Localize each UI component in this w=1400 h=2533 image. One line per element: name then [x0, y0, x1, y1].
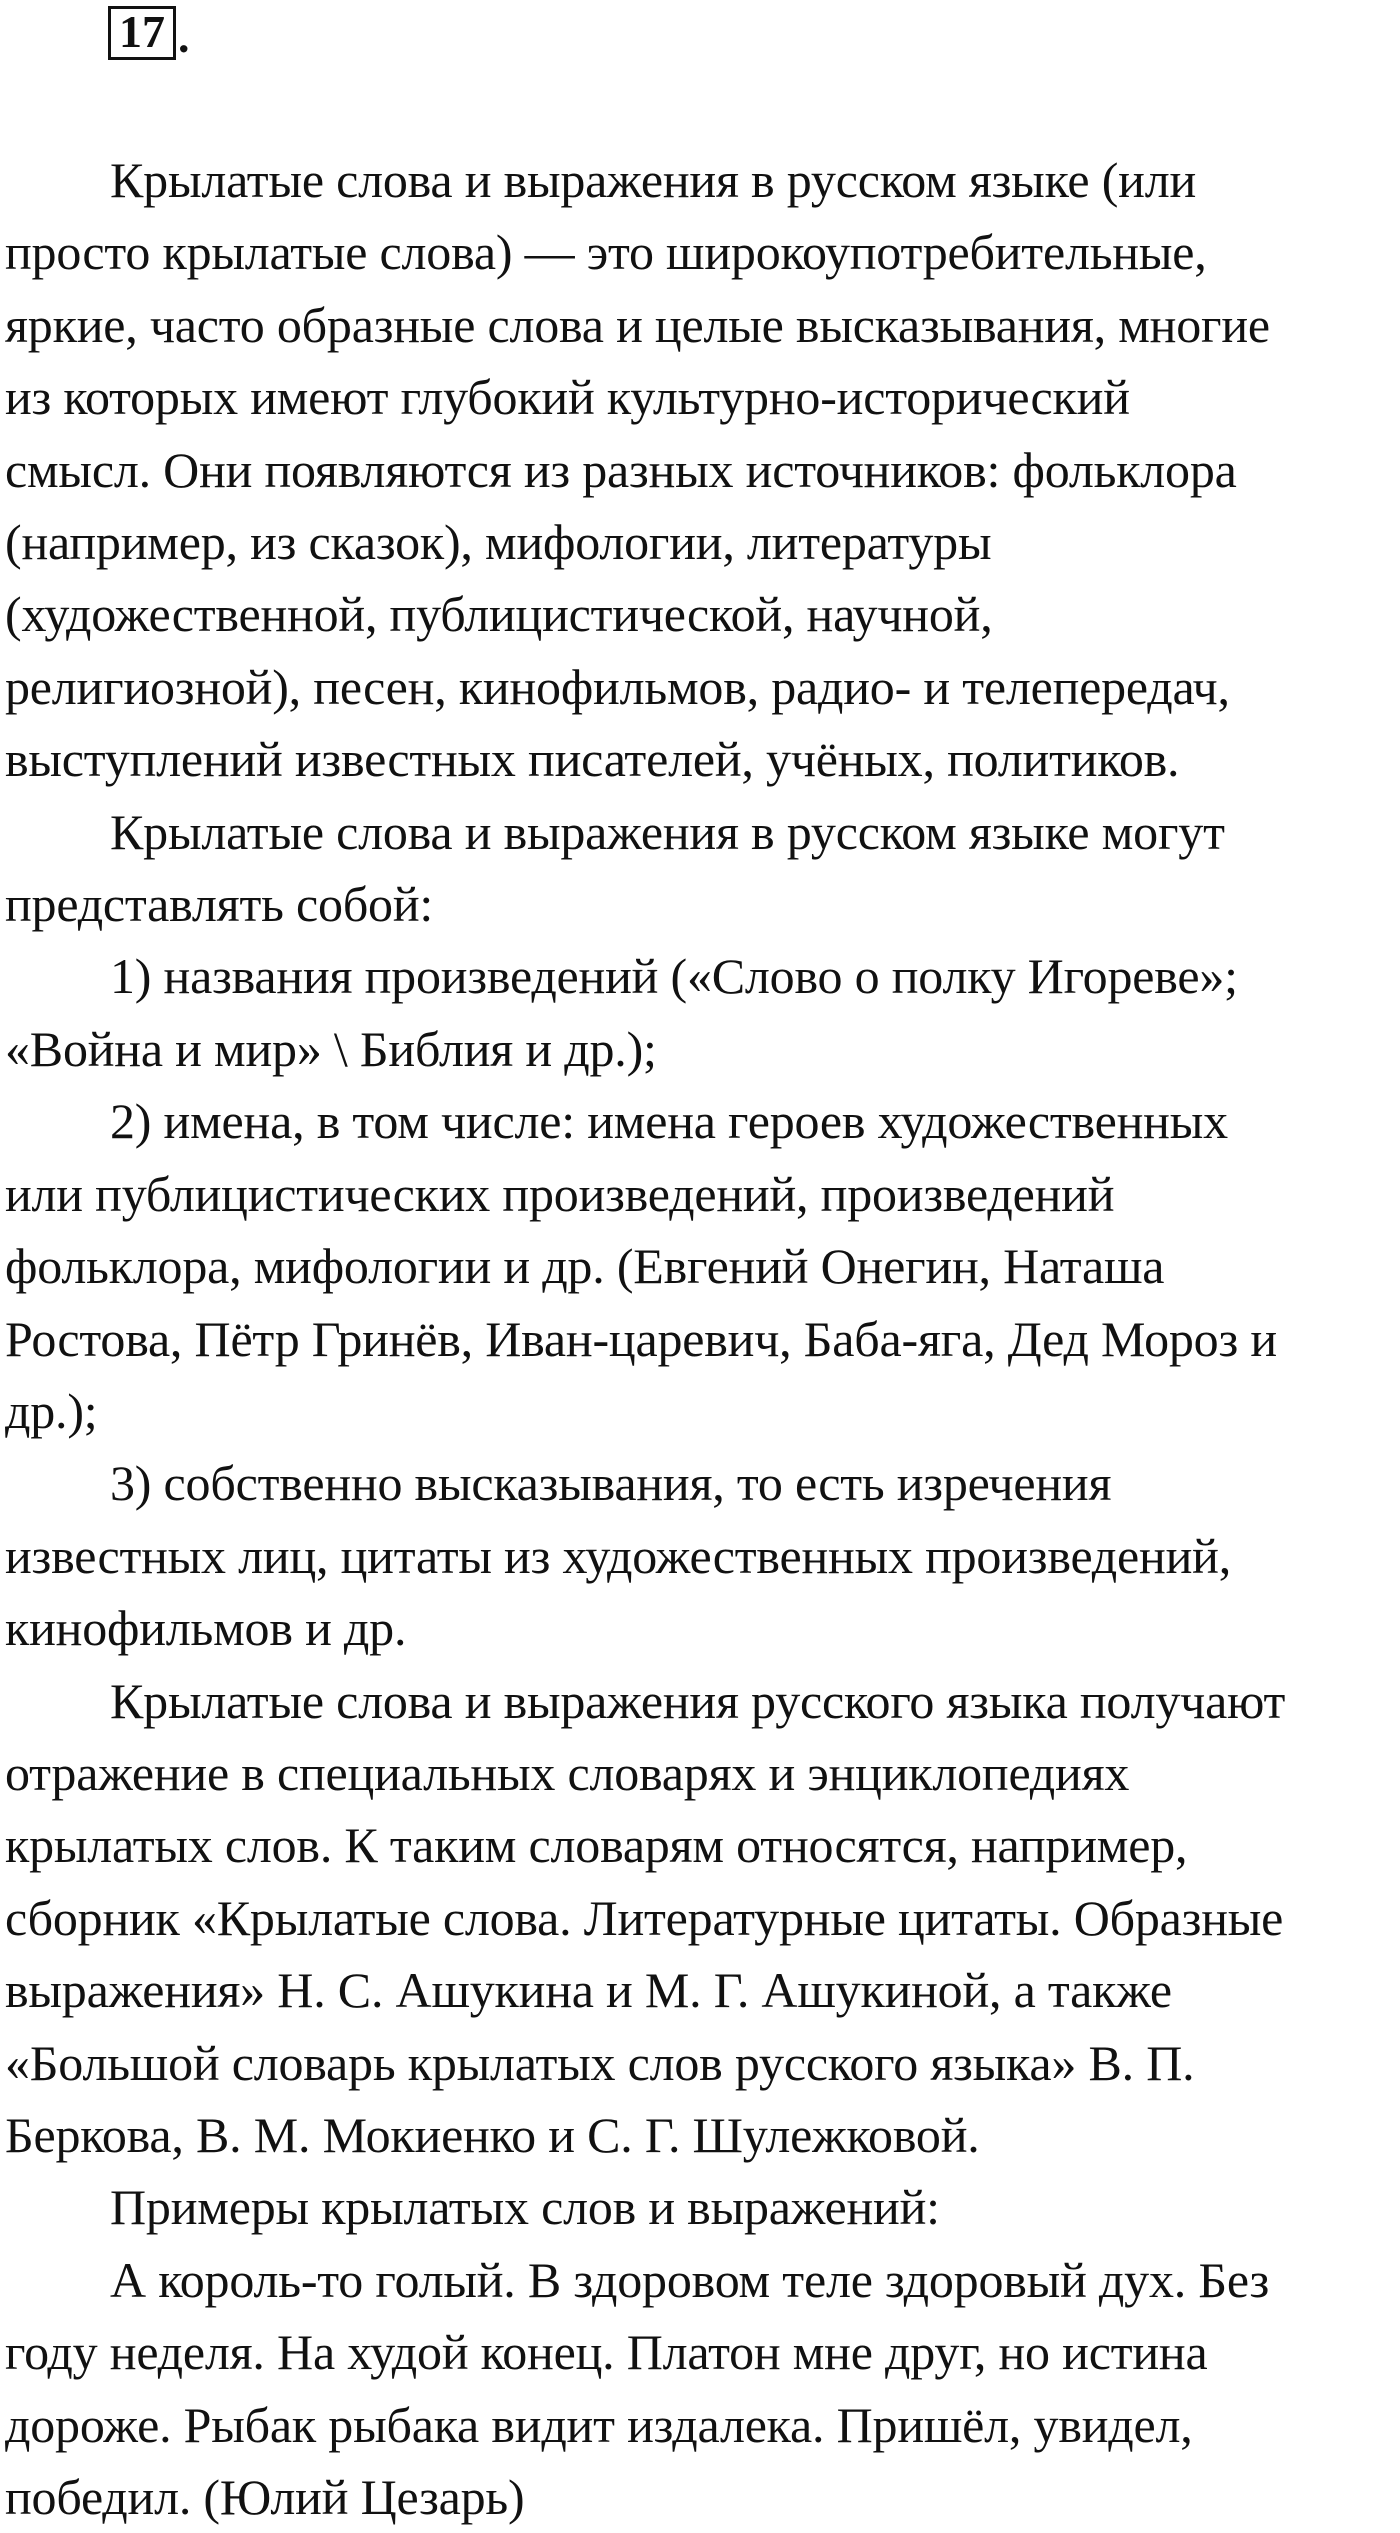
text-line: году неделя. На худой конец. Платон мне друг, но истина [5, 2324, 1208, 2381]
text-line: Беркова, В. М. Мокиенко и С. Г. Шулежковой. [5, 2106, 980, 2163]
list-item-3 [5, 1447, 1400, 1664]
text-line: А король-то голый. В здоровом теле здоровый дух. Без [110, 2251, 1270, 2308]
text-line: отражение в специальных словарях и энциклопедиях [5, 1744, 1130, 1801]
text-line: др.); [5, 1382, 98, 1439]
text-line: дороже. Рыбак рыбака видит издалека. Пришёл, увидел, [5, 2396, 1193, 2453]
paragraph-2 [5, 796, 1400, 941]
text-line: Крылатые слова и выражения русского языка получают [110, 1672, 1286, 1729]
text-line: известных лиц, цитаты из художественных произведений, [5, 1527, 1231, 1584]
text-line: Крылатые слова и выражения в русском языке (или [110, 152, 1197, 208]
list-item-1 [5, 940, 1400, 1085]
text-line: Ростова, Пётр Гринёв, Иван-царевич, Баба-яга, Дед Мороз и [5, 1310, 1277, 1367]
paragraph-1 [5, 144, 1400, 796]
task-number-dot: . [178, 11, 190, 62]
paragraph-examples [5, 2244, 1400, 2533]
text-line: фольклора, мифологии и др. (Евгений Онегин, Наташа [5, 1238, 1165, 1295]
text-line: (например, из сказок), мифологии, литературы [5, 514, 992, 571]
text-line: из которых имеют глубокий культурно-исторический [5, 369, 1130, 426]
text-line: Примеры крылатых слов и выражений: [110, 2179, 940, 2236]
text-line: 2) имена, в том числе: имена героев художественных [110, 1093, 1228, 1150]
task-number-box: 17 [108, 6, 176, 60]
text-line: крылатых слов. К таким словарям относятся, например, [5, 1817, 1188, 1874]
text-line: победил. (Юлий Цезарь) [5, 2469, 525, 2525]
text-line: кинофильмов и др. [5, 1600, 407, 1657]
text-body [5, 144, 1400, 2533]
text-line: или публицистических произведений, произведений [5, 1165, 1115, 1222]
text-line: просто крылатые слова) — это широкоупотребительные, [5, 224, 1207, 281]
text-line: «Большой словарь крылатых слов русского языка» В. П. [5, 2034, 1195, 2091]
text-line: представлять собой: [5, 876, 434, 933]
text-line: Крылатые слова и выражения в русском языке могут [110, 803, 1225, 860]
text-line: религиозной), песен, кинофильмов, радио- и телепередач, [5, 658, 1230, 715]
paragraph-dictionaries [5, 1665, 1400, 2172]
list-item-2 [5, 1085, 1400, 1447]
paragraph-examples-heading [5, 2171, 1400, 2243]
text-line: «Война и мир» \ Библия и др.); [5, 1020, 657, 1077]
text-line: выступлений известных писателей, учёных, политиков. [5, 731, 1180, 788]
text-line: смысл. Они появляются из разных источников: фольклора [5, 441, 1237, 498]
task-number [108, 8, 190, 60]
text-line: 3) собственно высказывания, то есть изречения [110, 1455, 1112, 1512]
text-line: сборник «Крылатые слова. Литературные цитаты. Образные [5, 1889, 1284, 1946]
text-line: (художественной, публицистической, научной, [5, 586, 993, 643]
text-line: 1) названия произведений («Слово о полку Игореве»; [110, 948, 1238, 1005]
text-line: выражения» Н. С. Ашукина и М. Г. Ашукиной, а также [5, 1962, 1172, 2019]
text-line: яркие, часто образные слова и целые высказывания, многие [5, 296, 1270, 353]
